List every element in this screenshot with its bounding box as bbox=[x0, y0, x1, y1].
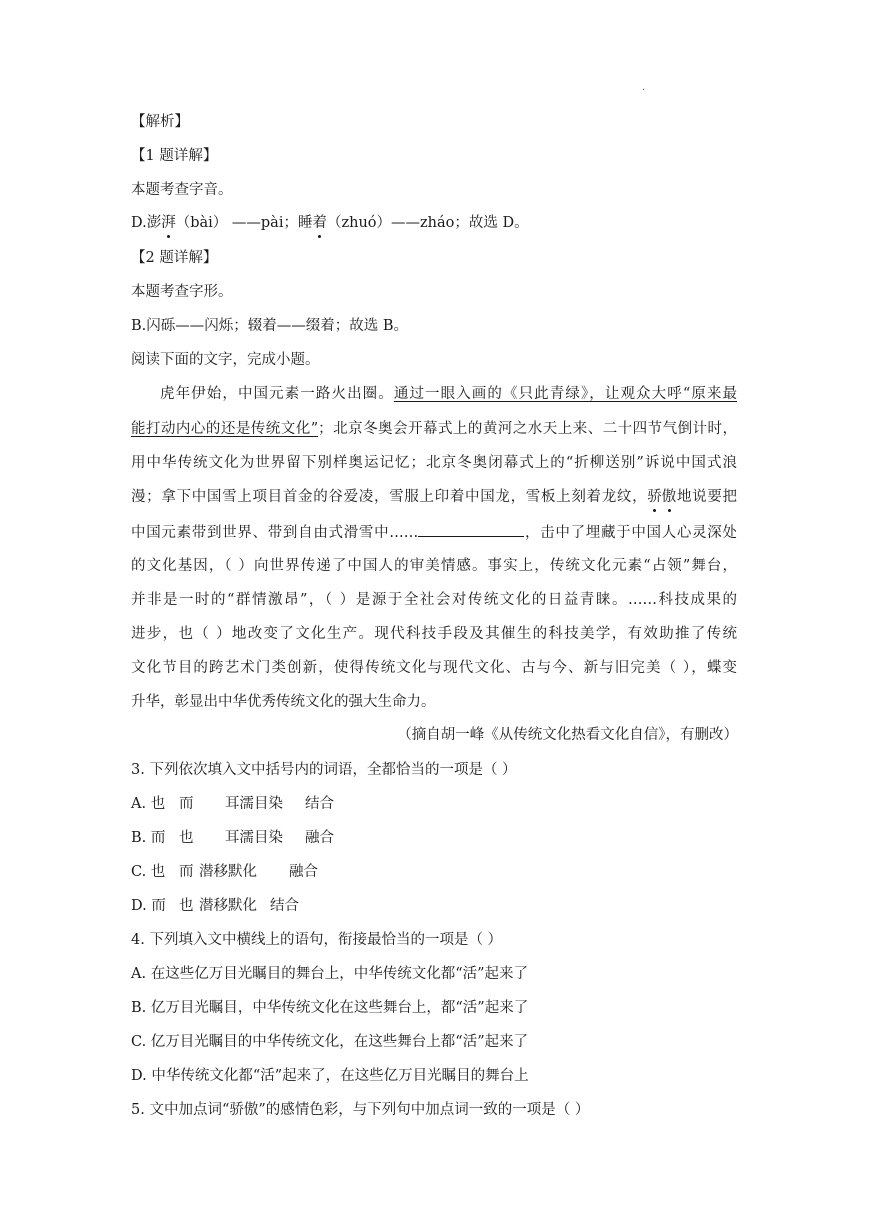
passage-line: 的文化基因，（ ）向世界传递了中国人的审美情感。事实上，传统文化元素“占领”舞台， bbox=[131, 558, 737, 574]
q1-description: 本题考查字音。 bbox=[131, 182, 233, 198]
passage-line bbox=[160, 384, 737, 404]
q3-stem: 3. 下列依次填入文中括号内的词语，全都恰当的一项是（ ） bbox=[131, 762, 517, 778]
underlined-text: 通过一眼入画的《只此青绿》，让观众大呼“原来最 bbox=[393, 386, 737, 402]
option-cell: 也 bbox=[179, 830, 194, 846]
option-cell: 耳濡目染 bbox=[225, 830, 283, 846]
passage-text: 漫；拿下中国雪上项目首金的谷爱凌，雪服上印着中国龙，雪板上刻着龙纹， bbox=[131, 489, 648, 505]
option-cell: 而 bbox=[179, 864, 194, 880]
option-cell: B. 而 bbox=[131, 830, 166, 846]
q5-stem: 5. 文中加点词“骄傲”的感情色彩，与下列句中加点词一致的一项是（ ） bbox=[131, 1102, 590, 1118]
option-cell: D. 而 bbox=[131, 898, 166, 914]
passage-line: 用中华传统文化为世界留下别样奥运记忆；北京冬奥闭幕式上的“折柳送别”诉说中国式浪 bbox=[131, 455, 737, 471]
passage-line bbox=[131, 521, 737, 543]
q4-stem: 4. 下列填入文中横线上的语句，衔接最恰当的一项是（ ） bbox=[131, 932, 503, 948]
q3-option-c bbox=[131, 862, 318, 882]
option-cell: 结合 bbox=[305, 796, 334, 812]
q2-description: 本题考查字形。 bbox=[131, 284, 233, 300]
underlined-text: 能打动内心的还是传统文化” bbox=[131, 421, 319, 437]
option-cell: 融合 bbox=[289, 864, 318, 880]
q4-option-b: B. 亿万目光瞩目，中华传统文化在这些舞台上，都“活”起来了 bbox=[131, 1000, 529, 1016]
option-cell: 耳濡目染 bbox=[225, 796, 283, 812]
option-cell: 融合 bbox=[305, 830, 334, 846]
q3-option-a bbox=[131, 794, 334, 814]
header-mark: . bbox=[642, 82, 646, 93]
q4-option-a: A. 在这些亿万目光瞩目的舞台上，中华传统文化都“活”起来了 bbox=[131, 966, 529, 982]
option-cell: 也 bbox=[179, 898, 194, 914]
reading-instruction: 阅读下面的文字，完成小题。 bbox=[131, 352, 320, 368]
q3-option-d bbox=[131, 896, 299, 916]
dotted-char: 傲 bbox=[661, 489, 677, 505]
passage-text: ；北京冬奥会开幕式上的黄河之水天上来、二十四节气倒计时， bbox=[318, 421, 737, 437]
passage-text: 中国元素带到世界、带到自由式滑雪中…… bbox=[131, 525, 419, 541]
option-cell: A. 也 bbox=[131, 796, 166, 812]
passage-line: 文化节目的跨艺术门类创新，使得传统文化与现代文化、古与今、新与旧完美（ ），蝶变 bbox=[131, 660, 737, 676]
q1-answer bbox=[131, 213, 529, 233]
fill-in-blank bbox=[418, 521, 524, 537]
q2-title: 【2 题详解】 bbox=[131, 250, 218, 266]
passage-text: ，击中了埋藏于中国人心灵深处 bbox=[524, 525, 738, 541]
dotted-char: 骄 bbox=[647, 489, 662, 505]
q1-answer-part-b: （bài） ——pài；睡 bbox=[175, 215, 313, 231]
q1-answer-part-a: D.澎 bbox=[131, 215, 162, 231]
passage-line: 并非是一时的“群情激昂”，（ ）是源于全社会对传统文化的日益青睐。……科技成果的 bbox=[131, 592, 737, 608]
passage-source: （摘自胡一峰《从传统文化热看文化自信》，有删改） bbox=[397, 727, 738, 743]
q4-option-c: C. 亿万目光瞩目的中华传统文化，在这些舞台上都“活”起来了 bbox=[131, 1034, 529, 1050]
q1-answer-part-c: （zhuó）——zháo；故选 D。 bbox=[326, 215, 529, 231]
passage-text: 虎年伊始，中国元素一路火出圈。 bbox=[160, 386, 394, 402]
passage-text: 地说要把 bbox=[676, 489, 738, 505]
option-cell: 而 bbox=[179, 796, 194, 812]
option-cell: 潜移默化 bbox=[199, 898, 257, 914]
passage-line: 升华，彰显出中华优秀传统文化的强大生命力。 bbox=[131, 694, 436, 710]
q3-option-b bbox=[131, 828, 334, 848]
passage-line: 进步，也（ ）地改变了文化生产。现代科技手段及其催生的科技美学，有效助推了传统 bbox=[131, 626, 737, 642]
option-cell: C. 也 bbox=[131, 864, 166, 880]
q1-title: 【1 题详解】 bbox=[131, 148, 218, 164]
dotted-char: 湃 bbox=[161, 215, 176, 231]
option-cell: 结合 bbox=[270, 898, 299, 914]
dotted-char: 着 bbox=[312, 215, 327, 231]
analysis-heading: 【解析】 bbox=[131, 114, 189, 130]
option-cell: 潜移默化 bbox=[199, 864, 257, 880]
passage-line bbox=[131, 419, 737, 439]
q2-answer: B.闪砾——闪烁；辍着——缀着；故选 B。 bbox=[131, 318, 409, 334]
passage-line bbox=[131, 487, 737, 507]
q4-option-d: D. 中华传统文化都“活”起来了，在这些亿万目光瞩目的舞台上 bbox=[131, 1068, 529, 1084]
